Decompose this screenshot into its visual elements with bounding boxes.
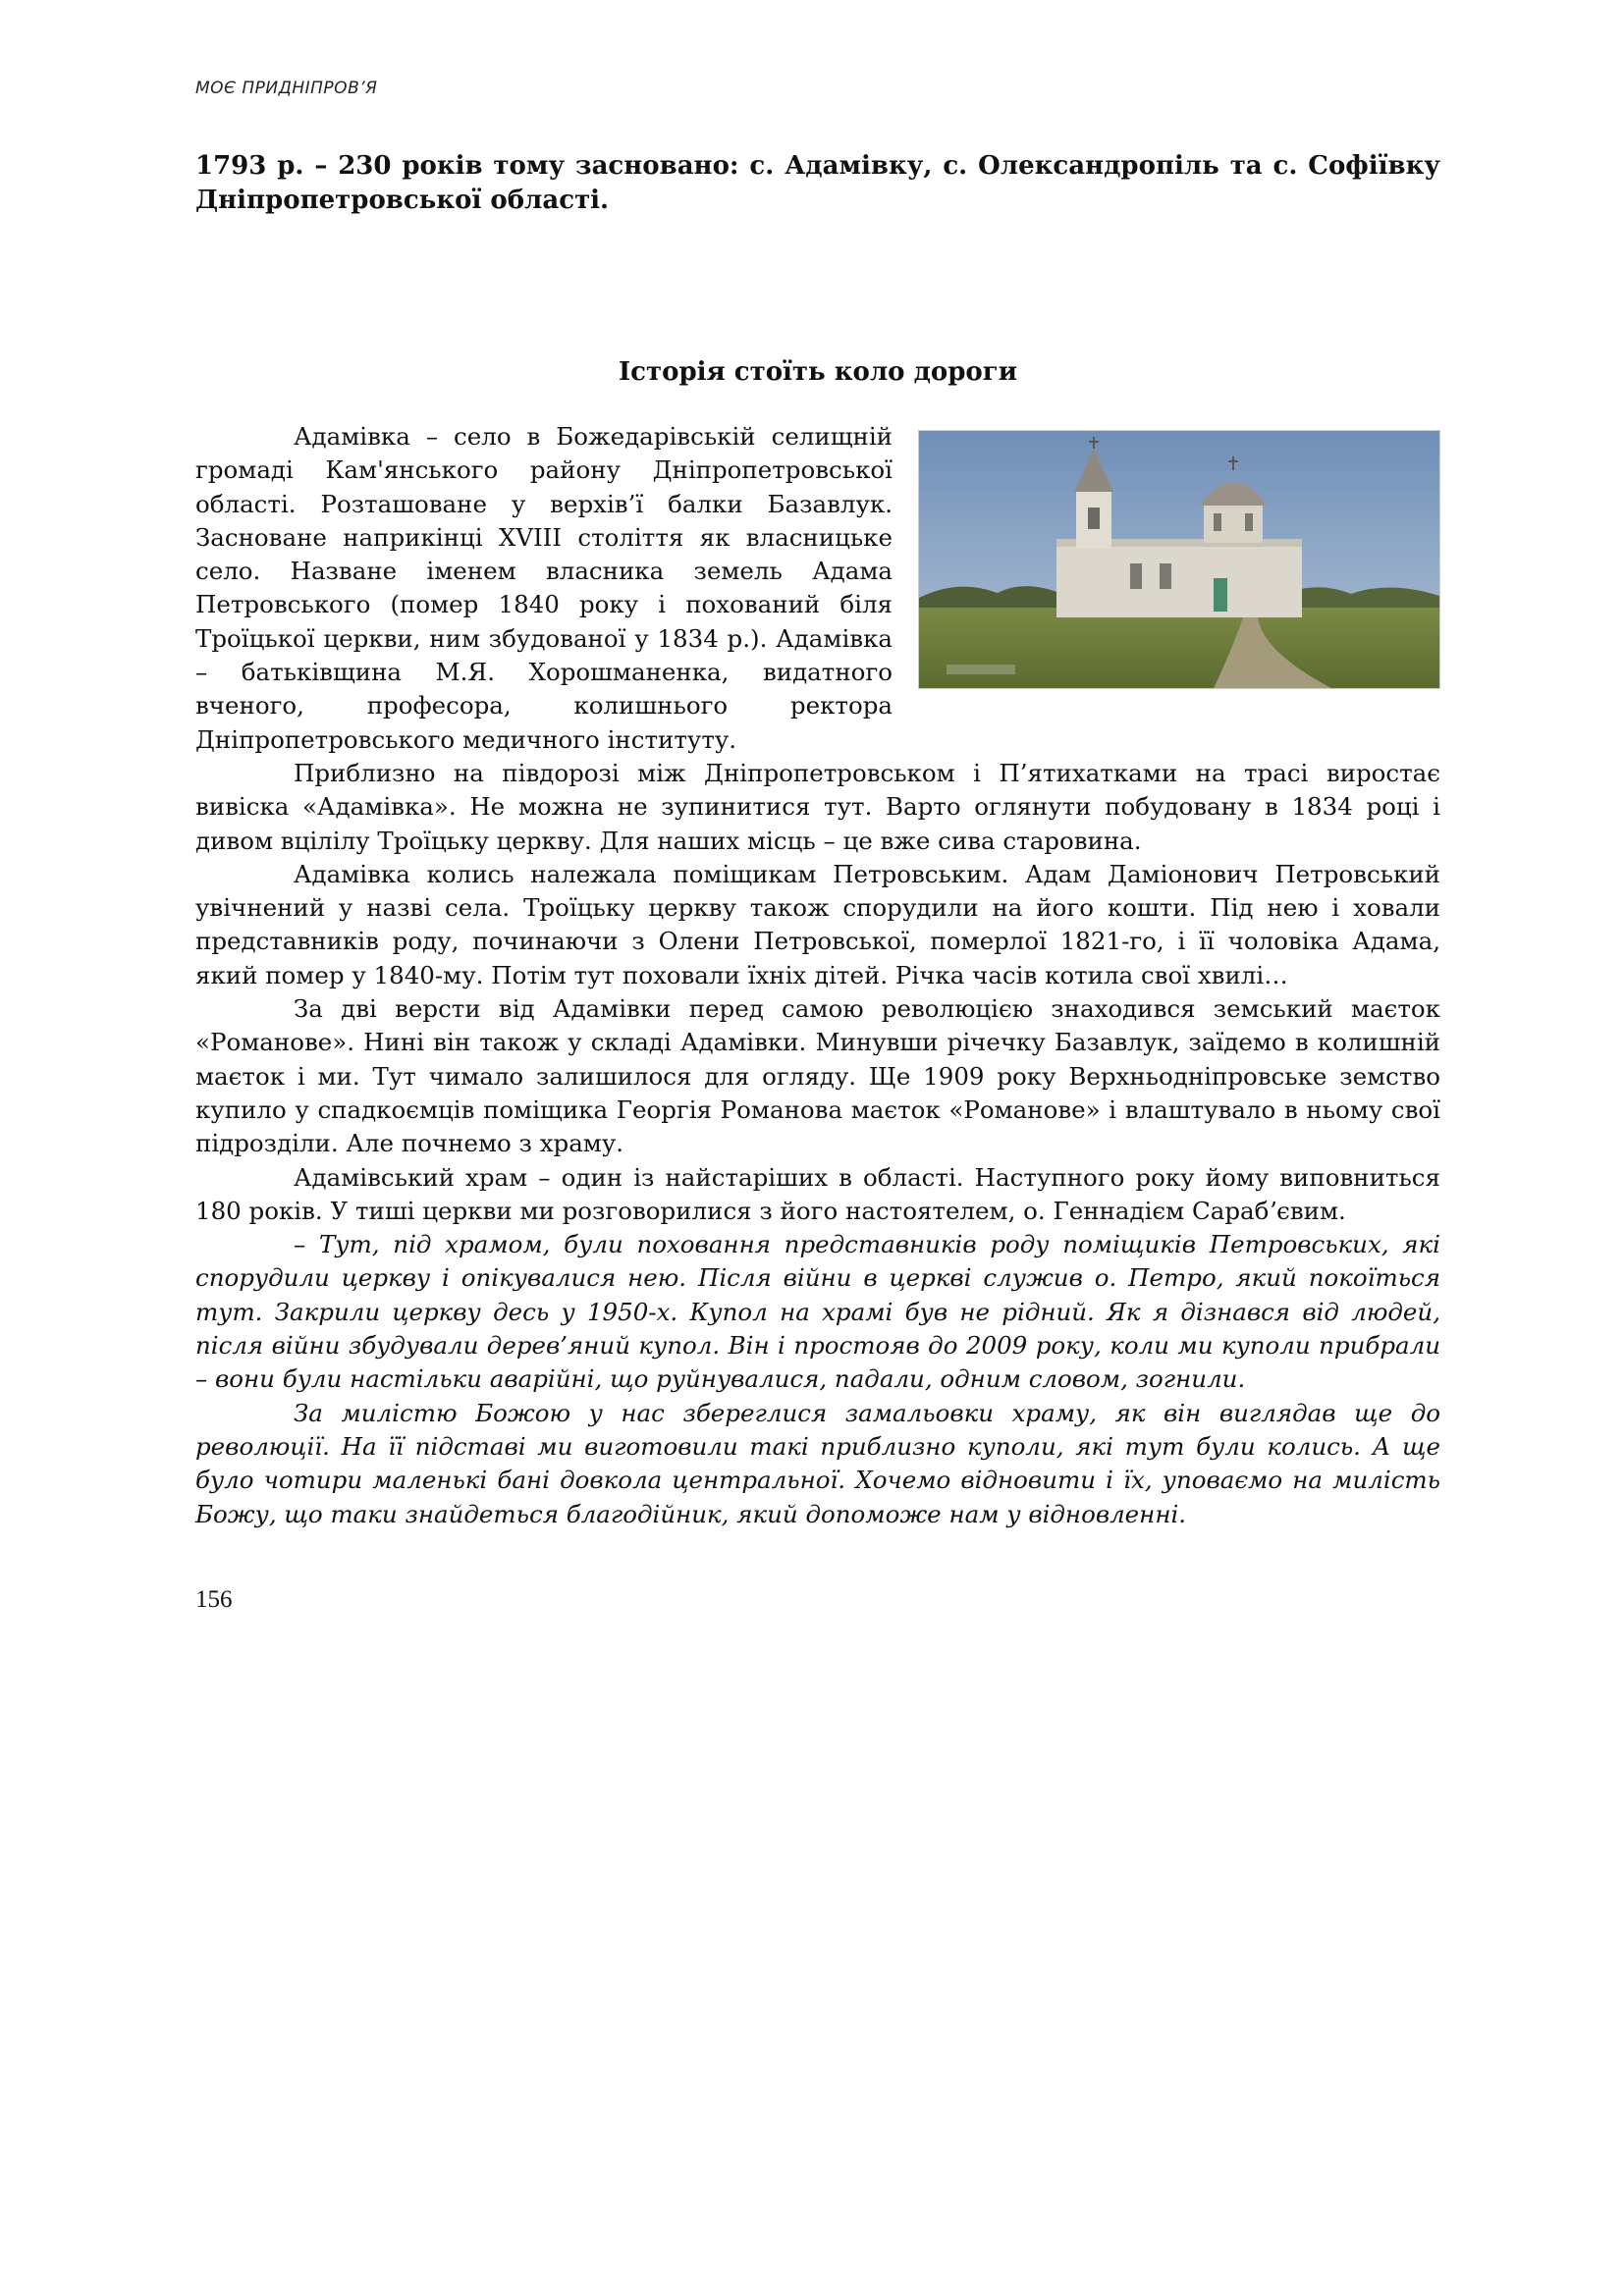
church-photo-icon	[919, 431, 1439, 688]
article-title: Історія стоїть коло дороги	[619, 357, 1017, 387]
article-paragraph: Адамівка колись належала поміщикам Петровським. Адам Даміонович Петровський увічнений у назві села. Троїцьку церкву також спорудили на його кошти. Під нею і ховали представників роду, починаючи з Олени Петровської, померлої 1821-го, і її чоловіка Адама, який помер у 1840-му. Потім тут поховали їхніх дітей. Річка часів котила свої хвилі…	[195, 859, 1440, 989]
article-paragraph: Адамівка – село в Божедарівській селищній громаді Кам'янського району Дніпропетровської області. Розташоване у верхів’ї балки Базавлук. Засноване наприкінці XVIII століття як власницьке село. Назване іменем власника земель Адама Петровського (помер 1840 року і похований біля Троїцької церкви, ним збудованої у 1834 р.). Адамівка – батьківщина М.Я. Хорошманенка, видатного вченого, професора, колишнього ректора Дніпропетровського медичного інституту.	[195, 422, 893, 754]
church-photo	[918, 430, 1440, 689]
quote-paragraph: – Тут, під храмом, були поховання представників роду поміщиків Петровських, які спорудили церкву і опікувалися нею. Після війни в церкві служив о. Петро, який покоїться тут. Закрили церкву десь у 1950-х. Купол на храмі був не рідний. Як я дізнався від людей, після війни збудували дерев’яний купол. Він і простояв до 2009 року, коли ми куполи прибрали – вони були настільки аварійні, що руйнувалися, падали, одним словом, зогнили.	[195, 1230, 1440, 1394]
article-paragraph: За дві версти від Адамівки перед самою революцією знаходився земський маєток «Романове». Нині він також у складі Адамівки. Минувши річечку Базавлук, заїдемо в колишній маєток і ми. Тут чимало залишилося для огляду. Ще 1909 року Верхньодніпровське земство купило у спадкоємців поміщика Георгія Романова маєток «Романове» і влаштувало в ньому свої підрозділи. Але почнемо з храму.	[195, 994, 1440, 1158]
quote-paragraph: За милістю Божою у нас збереглися замальовки храму, як він виглядав ще до революції. На її підставі ми виготовили такі приблизно куполи, які тут були колись. А ще було чотири маленькі бані довкола центральної. Хочемо відновити і їх, уповаємо на милість Божу, що таки знайдеться благодійник, який допоможе нам у відновленні.	[195, 1398, 1440, 1528]
running-header: МОЄ ПРИДНІПРОВ’Я	[195, 79, 378, 98]
page-number: 156	[195, 1586, 233, 1613]
article-paragraph: Приблизно на півдорозі між Дніпропетровськом і П’ятихатками на трасі виростає вивіска «Адамівка». Не можна не зупинитися тут. Варто оглянути побудовану в 1834 році і дивом вцілілу Троїцьку церкву. Для наших місць – це вже сива старовина.	[195, 758, 1440, 855]
anniversary-note: 1793 р. – 230 років тому засновано: с. Адамівку, с. Олександропіль та с. Софіївку Дніпропетровської області.	[195, 151, 1440, 215]
article-body	[195, 420, 1440, 1531]
article-paragraph: Адамівський храм – один із найстаріших в області. Наступного року йому виповниться 180 років. У тиші церкви ми розговорилися з його настоятелем, о. Геннадієм Сарабʼєвим.	[195, 1162, 1440, 1225]
